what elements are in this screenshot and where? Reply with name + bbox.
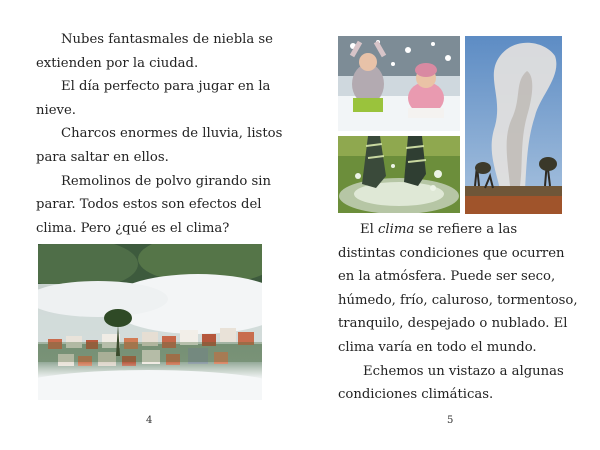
paragraph-rain: Charcos enormes de lluvia, listos para saltar en ellos. [36,126,283,165]
snow-children-photo [338,36,460,131]
left-page-text [36,28,286,240]
foggy-town-photo [38,244,262,400]
paragraph-snow: El día perfecto para jugar en la nieve. [36,79,271,118]
paragraph-dust: Remolinos de polvo girando sin parar. Todos estos son efectos del clima. Pero ¿qué es el clima? [36,173,271,236]
climate-term: clima [378,222,415,237]
right-page-text [338,218,578,407]
paragraph-look: Echemos un vistazo a algunas condiciones climáticas. [338,363,564,403]
smoke-fire-photo [465,36,562,214]
paragraph-climate-definition [338,218,578,360]
paragraph-fog: Nubes fantasmales de niebla se extienden por la ciudad. [36,32,273,71]
page-number: 4 [146,415,153,426]
page-number: 5 [447,415,454,426]
intro-after: se refiere a las distintas condiciones que ocurren en la atmósfera. Puede ser seco, húmedo, frío, caluroso, tormentoso, tranquilo, despejado o nublado. El clima varía en todo el mundo. [338,222,578,355]
intro-before: El [360,222,379,237]
rain-boots-photo [338,136,460,213]
right-page [300,0,600,450]
